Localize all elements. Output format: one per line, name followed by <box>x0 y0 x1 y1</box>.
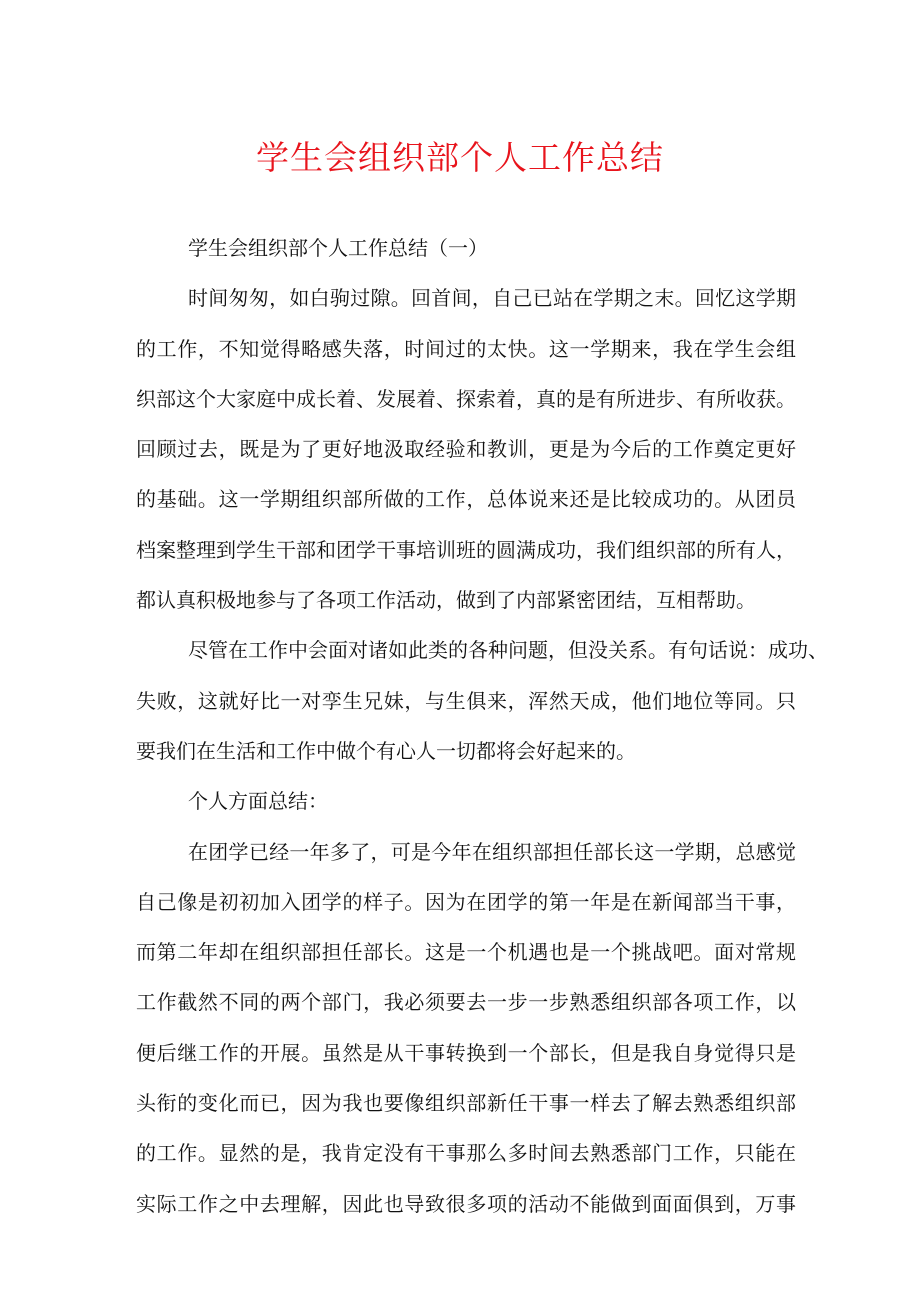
paragraph-line: 实际工作之中去理解，因此也导致很多项的活动不能做到面面俱到，万事 <box>136 1191 796 1216</box>
section-heading: 个人方面总结： <box>188 789 328 814</box>
paragraph-line: 都认真积极地参与了各项工作活动，做到了内部紧密团结，互相帮助。 <box>136 588 756 613</box>
document-body <box>136 228 828 1234</box>
paragraph-line: 在团学已经一年多了，可是今年在组织部担任部长这一学期，总感觉 <box>188 839 796 864</box>
paragraph-line: 尽管在工作中会面对诸如此类的各种问题，但没关系。有句话说：成功、 <box>188 638 828 663</box>
paragraph-line: 工作截然不同的两个部门，我必须要去一步一步熟悉组织部各项工作，以 <box>136 990 796 1015</box>
document-title: 学生会组织部个人工作总结 <box>256 138 664 177</box>
paragraph-line: 要我们在生活和工作中做个有心人一切都将会好起来的。 <box>136 738 636 763</box>
paragraph-line: 而第二年却在组织部担任部长。这是一个机遇也是一个挑战吧。面对常规 <box>136 940 796 965</box>
paragraph-line: 头衔的变化而已，因为我也要像组织部新任干事一样去了解去熟悉组织部 <box>136 1091 796 1116</box>
paragraph-line: 时间匆匆，如白驹过隙。回首间，自己已站在学期之末。回忆这学期 <box>188 286 796 311</box>
paragraph-line: 的工作。显然的是，我肯定没有干事那么多时间去熟悉部门工作，只能在 <box>136 1141 796 1166</box>
paragraph-line: 织部这个大家庭中成长着、发展着、探索着，真的是有所进步、有所收获。 <box>136 386 796 411</box>
paragraph-line: 的基础。这一学期组织部所做的工作，总体说来还是比较成功的。从团员 <box>136 487 796 512</box>
paragraph-line: 便后继工作的开展。虽然是从干事转换到一个部长，但是我自身觉得只是 <box>136 1040 796 1065</box>
paragraph-line: 失败，这就好比一对孪生兄妹，与生俱来，浑然天成，他们地位等同。只 <box>136 688 796 713</box>
paragraph-line: 回顾过去，既是为了更好地汲取经验和教训，更是为今后的工作奠定更好 <box>136 437 796 462</box>
paragraph-line: 的工作，不知觉得略感失落，时间过的太快。这一学期来，我在学生会组 <box>136 336 796 361</box>
paragraph-line: 档案整理到学生干部和团学干事培训班的圆满成功，我们组织部的所有人， <box>136 537 796 562</box>
section-heading: 学生会组织部个人工作总结（一） <box>188 236 488 260</box>
paragraph-line: 自己像是初初加入团学的样子。因为在团学的第一年是在新闻部当干事， <box>136 889 796 914</box>
